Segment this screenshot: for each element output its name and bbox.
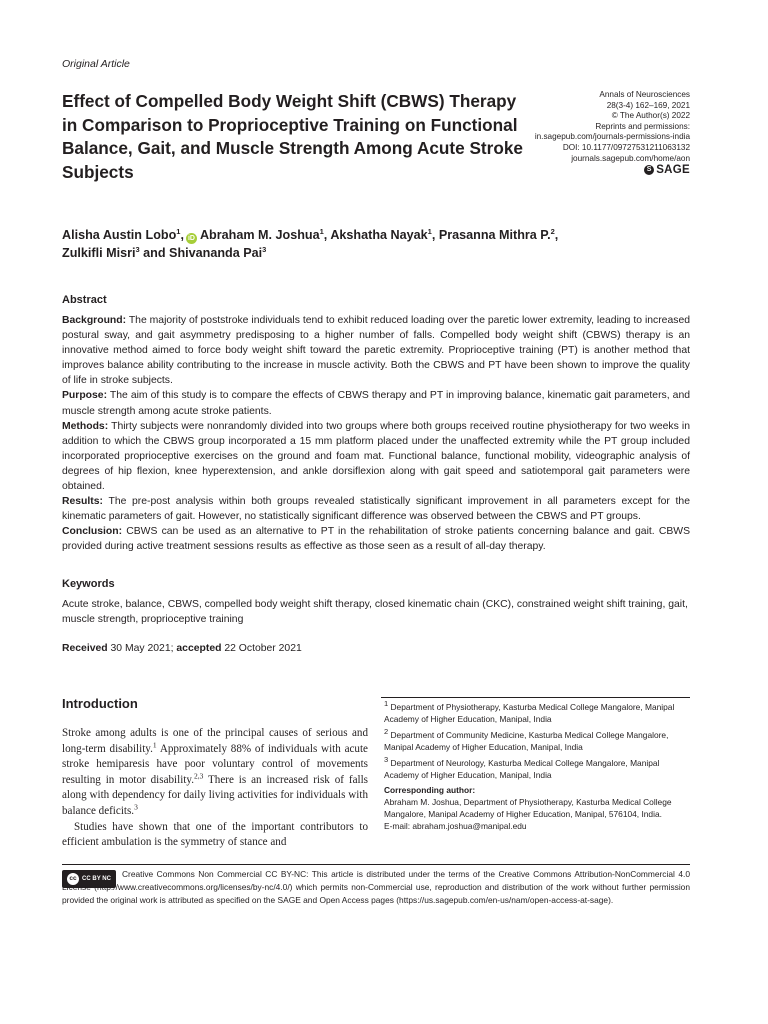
affiliations-divider (381, 697, 690, 698)
cc-icon: cc (67, 873, 79, 885)
abstract-purpose (62, 388, 690, 418)
journal-permissions-link[interactable]: in.sagepub.com/journals-permissions-india (534, 132, 690, 142)
received-label: Received (62, 643, 108, 654)
abstract-body (62, 313, 690, 555)
article-title: Effect of Compelled Body Weight Shift (CBWS) Therapy in Comparison to Proprioceptive Training on Functional Balance, Gait, and Muscle Strength Among Acute Stroke Subjects (62, 91, 523, 182)
author-affil-sup: 1 (427, 226, 432, 236)
introduction-heading: Introduction (62, 696, 138, 711)
accepted-date: 22 October 2021 (224, 643, 302, 654)
affil-text: Department of Physiotherapy, Kasturba Medical College Mangalore, Manipal Academy of Higher Education, Manipal, India (384, 702, 675, 724)
orcid-icon[interactable]: iD (187, 235, 195, 242)
affil-sup: 2 (384, 727, 389, 737)
author-line-2: Zulkifli Misri$^3$ and Shivananda Pai$^3$ (62, 244, 267, 260)
sage-logo-icon: S (644, 165, 654, 175)
abstract-section-text: The pre-post analysis within both groups revealed statistically significant improvement in all parameters except for the kinematic parameters of gait. However, no statistically significant difference was observed between the CBWS and PT groups. (62, 496, 690, 523)
citation-sup[interactable]: 3 (134, 802, 138, 812)
citation-sup[interactable]: 1 (152, 739, 157, 749)
corresponding-author-heading: Corresponding author: (384, 785, 476, 796)
affil-text: Department of Community Medicine, Kasturba Medical College Mangalore, Manipal Academy of Higher Education, Manipal, India (384, 729, 669, 752)
intro-paragraph-1 (62, 726, 368, 820)
introduction-body (62, 726, 368, 851)
author-affil-sup: 3 (135, 244, 140, 254)
author-name: Abraham M. Joshua (199, 228, 320, 242)
abstract-section-text: The majority of poststroke individuals tend to exhibit reduced loading over the paretic lower extremity, leading to increased postural sway, and gait asymmetry predisposing to a higher number of falls. Compelled body weight shift (CBWS) therapy is an innovative method aimed to force body weight shift toward the paretic extremity. Proprioceptive training (PT) is another method that improves balance ability contributing to the increase in muscle activity. Both the CBWS and PT have been shown to improve the quality of life in stroke subjects. (62, 315, 690, 387)
abstract-section-text: The aim of this study is to compare the effects of CBWS therapy and PT in improving balance, kinematic gait parameters, and muscle strength among acute stroke patients. (62, 390, 690, 417)
author-list (62, 226, 702, 262)
citation-sup[interactable]: 2,3 (193, 771, 204, 781)
license-text-block (62, 868, 690, 908)
license-divider (62, 864, 690, 865)
publisher-name: SAGE (656, 164, 690, 177)
intro-text: Stroke among adults is one of the principal causes of serious and long-term disability. (62, 727, 368, 755)
received-date: 30 May 2021; (110, 643, 174, 654)
affiliation-1 (384, 699, 690, 726)
journal-name: Annals of Neurosciences (599, 90, 690, 99)
affil-sup: 1 (384, 699, 389, 709)
accepted-label: accepted (176, 643, 222, 654)
abstract-conclusion (62, 524, 690, 554)
license-text: Creative Commons Non Commercial CC BY-NC: This article is distributed under the terms of the Creative Commons Attribution-NonCommercial 4.0 License (http://www.creativecommons.org/licenses/by-nc/4.0/) which permits non-Commercial use, reproduction and distribution of the work without further permission provided the original work is attributed as specified on the SAGE and Open Access pages (https://us.sagepub.com/en-us/nam/open-access-at-sage). (62, 869, 690, 906)
author-name: Shivananda Pai (169, 246, 263, 260)
author-name: Alisha Austin Lobo (62, 228, 177, 242)
author-line-1: Alisha Austin Lobo$^1$, iD Abraham M. Joshua$^1$, Akshatha Nayak$^1$, Prasanna Mithra P.$^2$, (62, 226, 559, 242)
abstract-section-label: Conclusion: (62, 526, 123, 538)
author-affil-sup: 2 (550, 226, 555, 236)
keywords-heading: Keywords (62, 578, 115, 590)
corresponding-author-text: Abraham M. Joshua, Department of Physiotherapy, Kasturba Medical College Mangalore, Manipal Academy of Higher Education, Manipal, 576104, India. (384, 797, 672, 820)
abstract-heading: Abstract (62, 294, 107, 306)
author-affil-sup: 3 (262, 244, 267, 254)
affiliations-block (384, 699, 690, 837)
author-name: Zulkifli Misri (62, 246, 136, 260)
article-type-label: Original Article (62, 58, 130, 70)
journal-homepage-link[interactable]: journals.sagepub.com/home/aon (571, 153, 690, 163)
journal-doi[interactable]: DOI: 10.1177/09727531211063132 (562, 142, 690, 152)
received-dates (62, 643, 302, 654)
abstract-section-text: CBWS can be used as an alternative to PT in the rehabilitation of stroke patients concerning balance and gait. CBWS provided during active treatment sessions results as effective as those seen as a result of all-day therapy. (62, 526, 690, 553)
intro-paragraph-2: Studies have shown that one of the important contributors to efficient ambulation is the symmetry of stance and (62, 820, 368, 849)
abstract-section-label: Purpose: (62, 390, 108, 402)
intro-text: Approximately 88% of individuals with acute stroke hemiparesis have poor voluntary control of movements resulting in motor disability. (62, 742, 368, 786)
journal-copyright: © The Author(s) 2022 (611, 111, 690, 121)
abstract-methods (62, 419, 690, 494)
journal-volume: 28(3-4) 162–169, 2021 (606, 100, 690, 110)
publisher-logo (644, 165, 690, 176)
keywords-text: Acute stroke, balance, CBWS, compelled body weight shift therapy, closed kinematic chain (CKC), constrained weight shift training, gait, muscle strength, proprioceptive training (62, 599, 688, 626)
corresponding-author-email[interactable]: E-mail: abraham.joshua@manipal.edu (384, 821, 527, 832)
abstract-section-text: Thirty subjects were nonrandomly divided into two groups where both groups received routine physiotherapy for two weeks in addition to which the CBWS group incorporated a 15 mm platform placed under the unaffected extremity while the PT group included incorporated proprioceptive exercises on the ground and foam mat. Functional balance, functional mobility, videographic analysis of degrees of hip flexion, knee hyperextension, and ankle dorsiflexion along with gait speed and satiotemporal gait parameters were obtained. (62, 420, 691, 493)
affiliation-2 (384, 727, 690, 754)
author-name: Akshatha Nayak (330, 228, 428, 242)
cc-badge-label: CC BY NC (82, 876, 111, 882)
journal-reprints: Reprints and permissions: (595, 121, 690, 131)
journal-metadata (480, 90, 690, 176)
author-name: Prasanna Mithra P. (438, 228, 551, 242)
affiliation-3 (384, 754, 690, 782)
abstract-section-label: Methods: (62, 420, 109, 432)
abstract-results (62, 494, 690, 524)
affil-text: Department of Neurology, Kasturba Medical College Mangalore, Manipal Academy of Higher Education, Manipal, India (384, 757, 660, 780)
author-affil-sup: 1 (176, 226, 181, 236)
abstract-background (62, 313, 690, 388)
author-affil-sup: 1 (319, 226, 324, 236)
affil-sup: 3 (384, 754, 389, 764)
abstract-section-label: Results: (62, 496, 103, 508)
intro-text: There is an increased risk of falls along with dependency for daily living activities for individuals with balance deficits. (62, 773, 368, 817)
abstract-section-label: Background: (62, 315, 127, 326)
